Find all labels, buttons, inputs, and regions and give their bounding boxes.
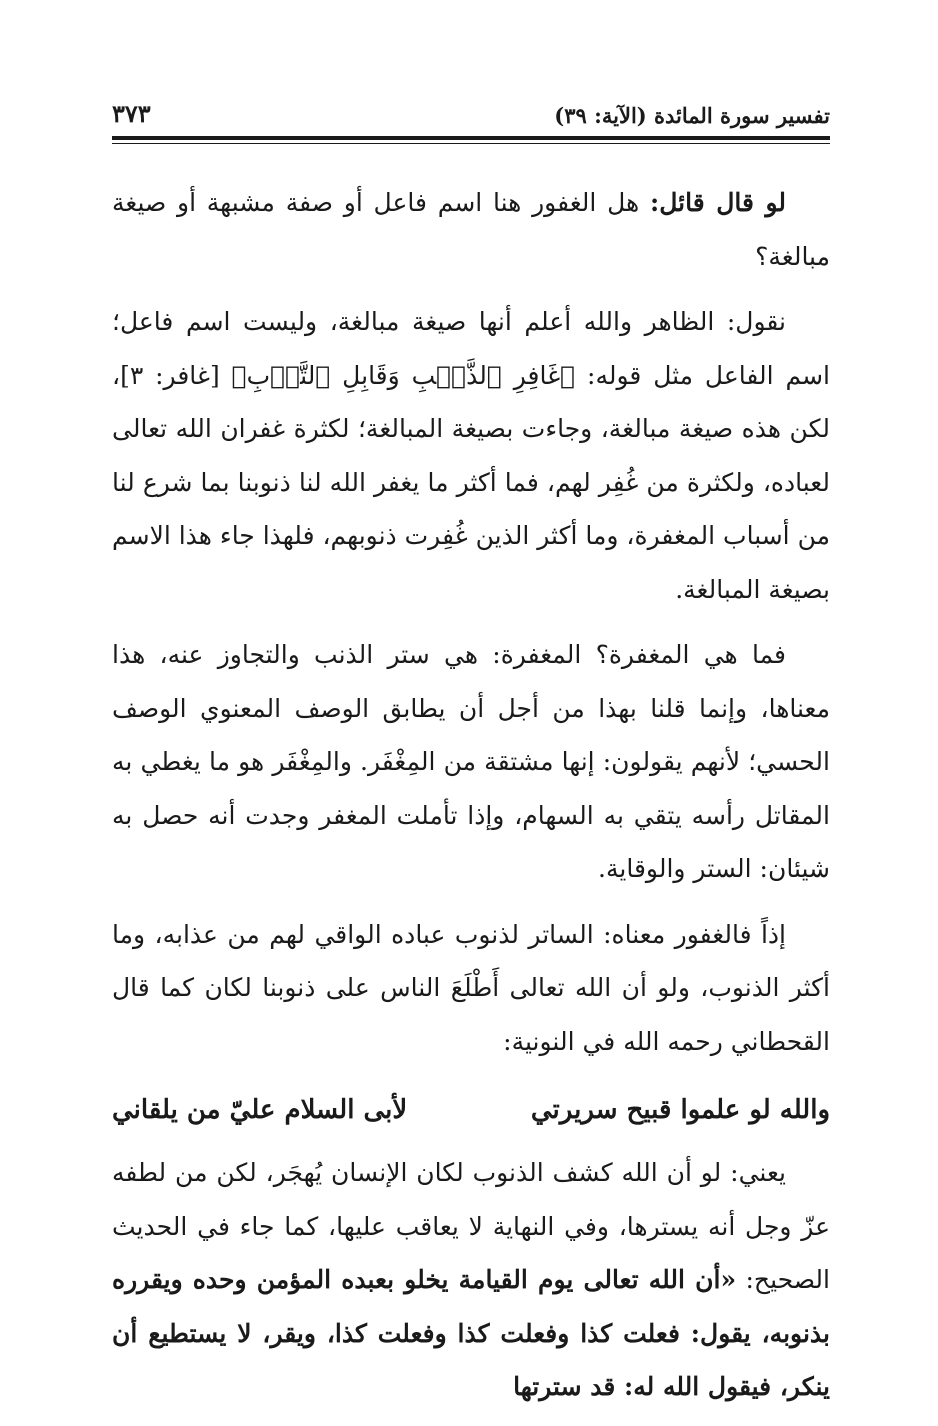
book-page <box>112 90 830 1426</box>
page-body <box>112 176 830 1414</box>
paragraph-maghfira <box>112 628 830 896</box>
answer-text-a: نقول: الظاهر والله أعلم أنها صيغة مبالغة، وليست اسم فاعل؛ اسم الفاعل مثل قوله: <box>112 307 830 390</box>
quran-verse: ﴿غَافِرِ ٱلذَّنۢبِ وَقَابِلِ ٱلتَّوۡبِ﴾ <box>231 360 576 390</box>
poem-hemistich-2: لأبى السلام عليّ من يلقاني <box>112 1095 408 1125</box>
paragraph-answer <box>112 295 830 616</box>
maghfira-text: فما هي المغفرة؟ المغفرة: هي ستر الذنب والتجاوز عنه، هذا معناها، وإنما قلنا بهذا من أجل أن يطابق الوصف المعنوي الوصف الحسي؛ لأنهم يقولون: إنها مشتقة من المِغْفَر. والمِغْفَر هو ما يغطي به المقاتل رأسه يتقي به السهام، وإذا تأملت المغفر وجدت أنه حصل به شيئان: الستر والوقاية. <box>112 640 830 883</box>
poem-verse <box>112 1080 830 1140</box>
paragraph-hadith <box>112 1146 830 1414</box>
paragraph-ghafur <box>112 908 830 1069</box>
hadith-intro: يعني: لو أن الله كشف الذنوب لكان الإنسان يُهجَر، لكن من لطفه عزّ وجل أنه يسترها، وفي النهاية لا يعاقب عليها، كما جاء في الحديث الصحيح: <box>112 1158 830 1294</box>
running-header <box>112 90 830 128</box>
paragraph-question <box>112 176 830 283</box>
header-rule-thin <box>112 143 830 144</box>
header-title: تفسير سورة المائدة (الآية: ٣٩) <box>554 103 830 128</box>
hadith-quote: «أن الله تعالى يوم القيامة يخلو بعبده المؤمن وحده ويقرره بذنوبه، يقول: فعلت كذا وفعلت كذا وفعلت كذا، ويقر، لا يستطيع أن ينكر، فيقول الله له: قد سترتها <box>112 1265 830 1401</box>
poem-hemistich-1: والله لو علموا قبيح سريرتي <box>530 1095 830 1125</box>
page-number: ٣٧٣ <box>112 99 151 128</box>
question-text: هل الغفور هنا اسم فاعل أو صفة مشبهة أو صيغة مبالغة؟ <box>112 188 830 271</box>
ghafur-text: إذاً فالغفور معناه: الساتر لذنوب عباده الواقي لهم من عذابه، وما أكثر الذنوب، ولو أن الله تعالى أَطْلَعَ الناس على ذنوبنا لكان كما قال القحطاني رحمه الله في النونية: <box>112 919 830 1056</box>
answer-text-b: [غافر: ٣]، لكن هذه صيغة مبالغة، وجاءت بصيغة المبالغة؛ لكثرة غفران الله تعالى لعباده، ولكثرة من غُفِر لهم، فما أكثر ما يغفر الله لنا ذنوبنا بما شرع لنا من أسباب المغفرة، وما أكثر الذين غُفِرت ذنوبهم، فلهذا جاء هذا الاسم بصيغة المبالغة. <box>112 360 830 604</box>
question-lead: لو قال قائل: <box>650 188 787 217</box>
header-rule-thick <box>112 136 830 140</box>
